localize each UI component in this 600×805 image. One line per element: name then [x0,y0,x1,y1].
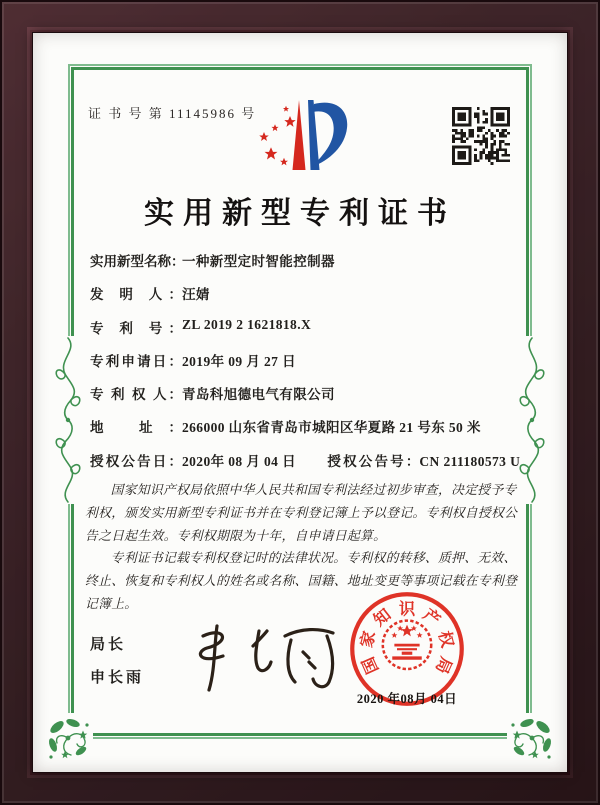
field-label: 发 明 人： [90,287,182,303]
field-label: 专 利 权 人： [90,387,182,403]
grant-date-label: 授权公告日： [90,453,182,469]
seal-char: 局 [431,654,456,677]
cnipa-logo-icon [252,96,348,176]
seal-char: 权 [434,629,458,650]
seal-char: 识 [398,599,416,619]
grant-date-value: 2020年 08 月 04 日 [182,453,296,469]
field-address [90,416,527,436]
field-label: 地 址： [90,420,182,436]
field-value: 汪婧 [182,287,210,303]
field-patent-number [90,316,527,336]
grant-number-label: 授权公告号： [327,453,420,469]
seal-char: 家 [356,629,380,650]
field-value: ZL 2019 2 1621818.X [182,316,312,332]
qr-code-icon [452,107,510,165]
certificate-fields [90,250,527,483]
seal-char: 知 [369,604,395,630]
field-value: 青岛科旭德电气有限公司 [182,387,335,403]
field-value: 一种新型定时智能控制器 [182,254,335,269]
director-block [90,629,144,695]
floral-corner-right-icon [507,713,557,763]
scroll-flourish-left-icon [53,336,83,504]
director-signature-icon [183,616,358,701]
field-label: 实用新型名称： [90,254,185,269]
grant-number-value: CN 211180573 U [419,453,521,469]
seal-char: 产 [419,604,445,630]
field-invention-name [90,250,527,269]
field-value: 266000 山东省青岛市城阳区华夏路 21 号东 50 米 [182,420,481,436]
field-label: 专利申请日： [90,353,182,369]
field-label: 专 利 号： [90,320,182,336]
field-value: 2019年 09 月 27 日 [182,353,296,369]
field-grant-row [90,450,527,469]
certificate-title: 实用新型专利证书 [144,197,456,230]
certificate-paper [33,33,567,772]
seal-date: 2020 年08月 04日 [356,692,458,706]
national-emblem-icon [383,621,431,669]
certificate-number: 证 书 号 第 11145986 号 [88,106,257,121]
field-filing-date [90,350,527,369]
director-name: 申长雨 [90,670,145,686]
legal-paragraph-1: 国家知识产权局依照中华人民共和国专利法经过初步审查，决定授予专利权，颁发实用新型专利证书并在专利登记簿上予以登记。专利权自授权公告之日起生效。专利权期限为十年，自申请日起算。 [85,483,518,543]
floral-corner-left-icon [43,713,93,763]
field-patentee [90,383,527,403]
field-inventor [90,283,527,303]
legal-paragraph-2: 专利证书记载专利权登记时的法律状况。专利权的转移、质押、无效、终止、恢复和专利权人的姓名或名称、国籍、地址变更等事项记载在专利登记簿上。 [85,551,518,611]
director-title: 局长 [90,637,127,653]
seal-char: 国 [358,654,383,677]
